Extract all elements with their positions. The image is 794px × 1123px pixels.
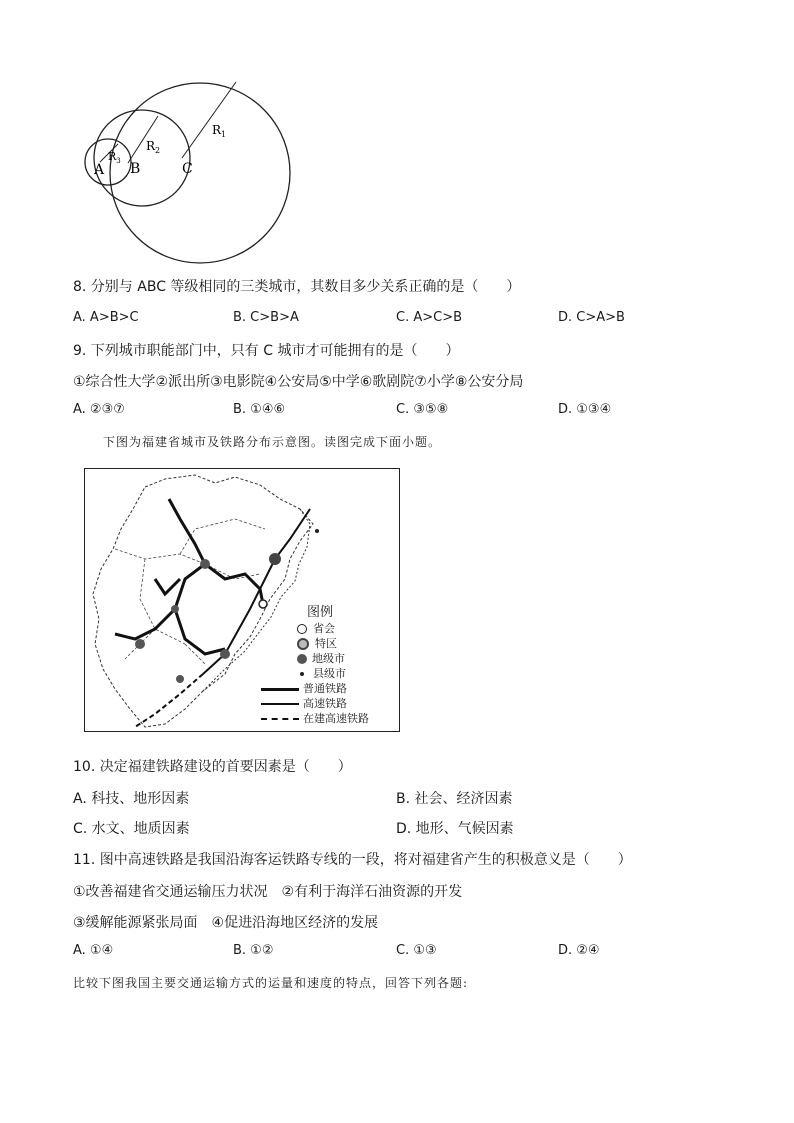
ordinary-railway-5 (155, 579, 180, 594)
capital-icon (297, 624, 307, 634)
q8-option-a[interactable]: A. A>B>C (73, 310, 139, 325)
q8-option-d[interactable]: D. C>A>B (558, 310, 625, 325)
under-construction-railway (135, 674, 203, 727)
city-prefecture (220, 649, 230, 659)
county-icon (300, 672, 304, 676)
ordinary-railway-1 (169, 499, 205, 564)
coastline (203, 509, 310, 691)
legend-prefecture: 地级市 (297, 651, 369, 666)
legend-title: 图例 (307, 605, 334, 620)
q10-option-d[interactable]: D. 地形、气候因素 (396, 821, 514, 837)
next-intro: 比较下图我国主要交通运输方式的运量和速度的特点，回答下列各题: (73, 976, 469, 990)
high-speed-icon (261, 703, 299, 705)
city-county (176, 675, 184, 683)
ordinary-railway-icon (261, 688, 299, 691)
legend-county: 县级市 (297, 666, 369, 681)
label-r3: $R_3$ (108, 150, 121, 165)
q10-option-b[interactable]: B. 社会、经济因素 (396, 791, 513, 807)
city-capital (269, 553, 281, 565)
legend-special-zone: 特区 (297, 636, 369, 651)
q11-option-b[interactable]: B. ①② (233, 943, 274, 958)
q11-option-c[interactable]: C. ①③ (396, 943, 437, 958)
legend-capital: 省会 (297, 621, 369, 636)
q11-stem: 11. 图中高速铁路是我国沿海客运铁路专线的一段，将对福建省产生的积极意义是（ ） (73, 852, 632, 868)
q11-line2: ③缓解能源紧张局面 ④促进沿海地区经济的发展 (73, 915, 379, 931)
prefecture-icon (297, 654, 307, 664)
city-prefecture (171, 605, 179, 613)
ordinary-railway-2 (115, 564, 205, 639)
q10-option-c[interactable]: C. 水文、地质因素 (73, 821, 190, 837)
q9-option-a[interactable]: A. ②③⑦ (73, 402, 125, 417)
label-r2: $R_2$ (146, 139, 161, 155)
q10-stem: 10. 决定福建铁路建设的首要因素是（ ） (73, 759, 352, 775)
city-prefecture (135, 639, 145, 649)
q9-items: ①综合性大学②派出所③电影院④公安局⑤中学⑥歌剧院⑦小学⑧公安分局 (73, 374, 524, 390)
city-county (315, 529, 319, 533)
label-b: B (130, 161, 141, 177)
q11-option-a[interactable]: A. ①④ (73, 943, 114, 958)
q9-stem: 9. 下列城市职能部门中，只有 C 城市才可能拥有的是（ ） (73, 343, 460, 359)
q10-option-a[interactable]: A. 科技、地形因素 (73, 791, 190, 807)
q9-option-c[interactable]: C. ③⑤⑧ (396, 402, 449, 417)
q8-option-c[interactable]: C. A>C>B (396, 310, 463, 325)
nested-circles-figure (78, 78, 318, 268)
label-a: A (94, 162, 105, 178)
legend-high-speed: 高速铁路 (261, 696, 369, 711)
q11-option-d[interactable]: D. ②④ (558, 943, 600, 958)
map-legend (297, 605, 369, 726)
label-r1: $R_1$ (212, 123, 227, 139)
q11-line1: ①改善福建省交通运输压力状况 ②有利于海洋石油资源的开发 (73, 884, 463, 900)
under-construction-icon (261, 718, 299, 720)
fujian-railway-map (84, 468, 400, 732)
ordinary-railway-3 (205, 564, 263, 604)
q9-option-d[interactable]: D. ①③④ (558, 402, 612, 417)
city-special-zone (259, 600, 267, 608)
radius-r1 (182, 82, 236, 158)
legend-under-construction: 在建高速铁路 (261, 711, 369, 726)
special-zone-icon (297, 638, 309, 650)
city-prefecture (200, 559, 210, 569)
q8-option-b[interactable]: B. C>B>A (233, 310, 299, 325)
label-c: C (182, 161, 193, 177)
legend-ordinary-railway: 普通铁路 (261, 681, 369, 696)
map-intro: 下图为福建省城市及铁路分布示意图。读图完成下面小题。 (103, 435, 442, 449)
ordinary-railway-4 (175, 609, 225, 654)
q8-stem: 8. 分别与 ABC 等级相同的三类城市，其数目多少关系正确的是（ ） (73, 279, 521, 295)
q9-option-b[interactable]: B. ①④⑥ (233, 402, 286, 417)
